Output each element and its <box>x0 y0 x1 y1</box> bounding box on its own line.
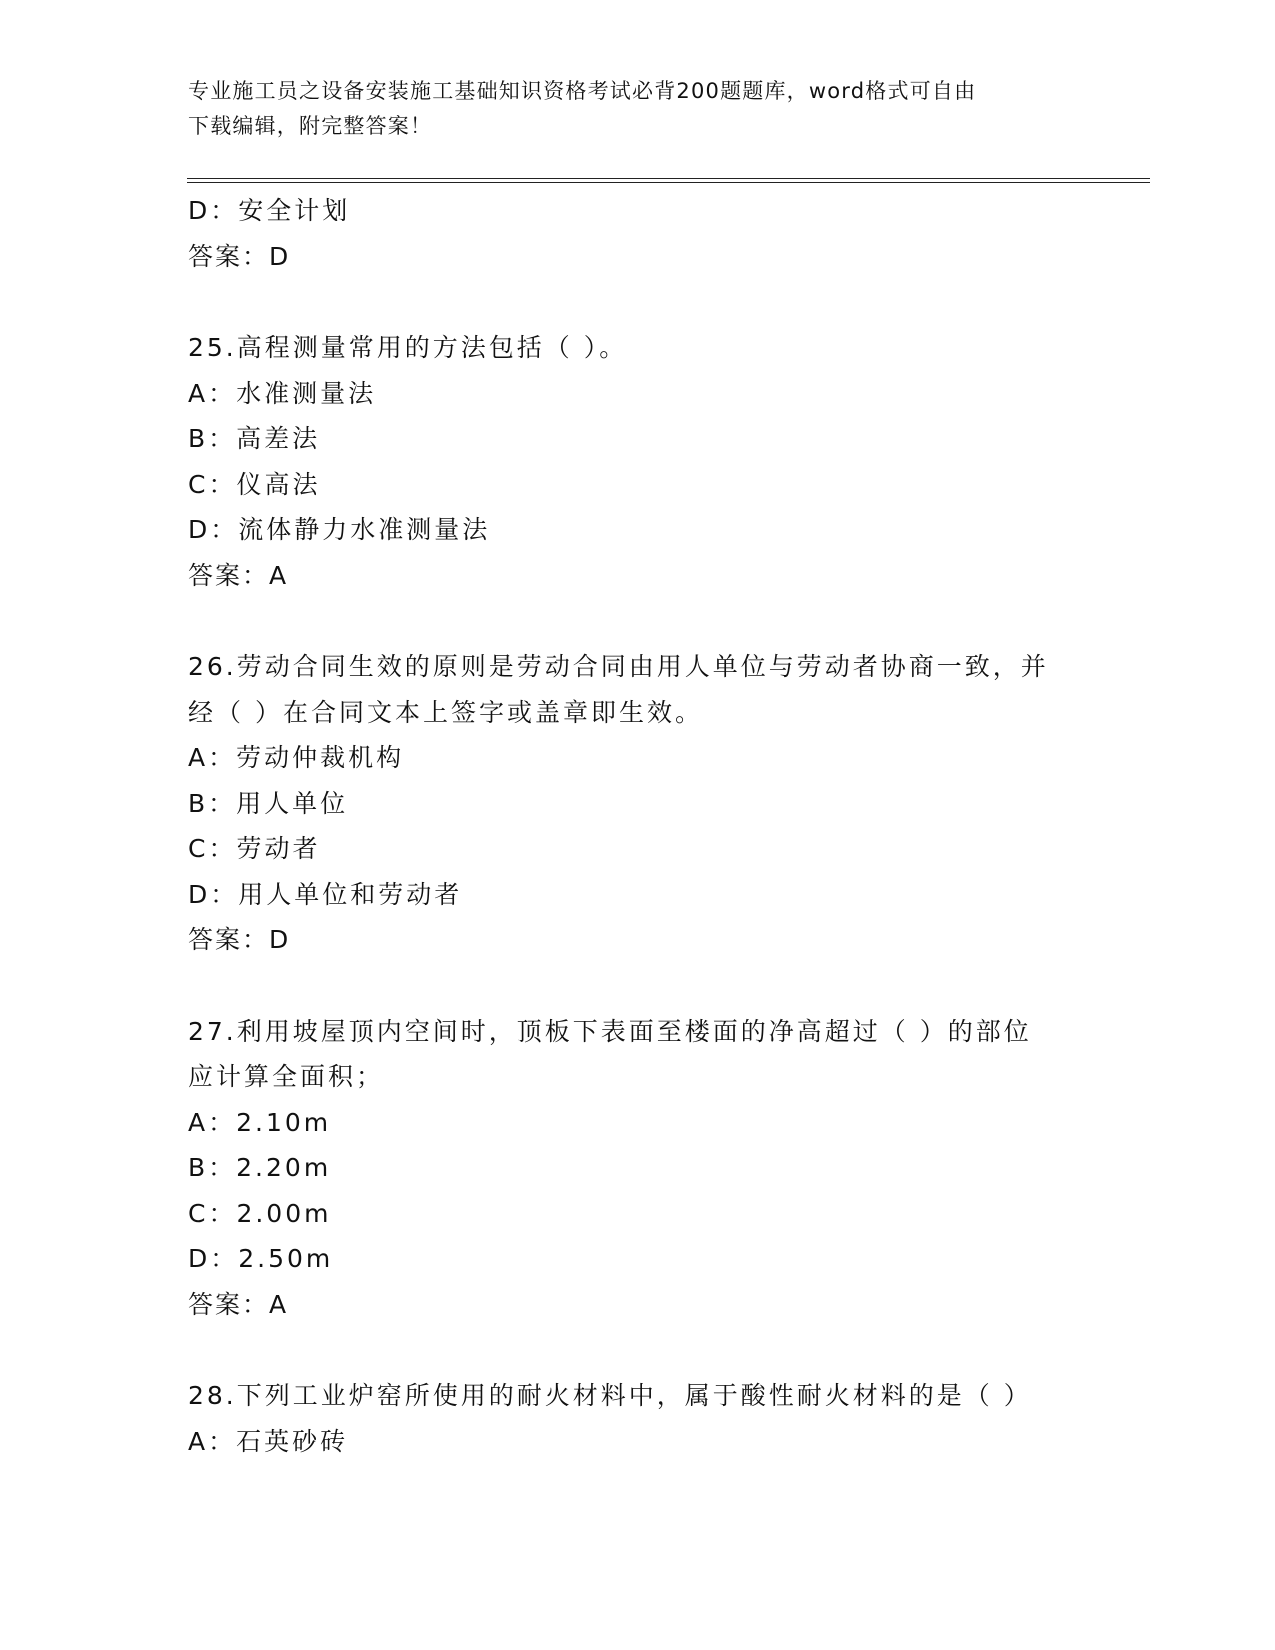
header-rule-bottom <box>187 182 1150 183</box>
option-d: D：2.50m <box>188 1244 334 1273</box>
answer-line: 答案：D <box>188 925 291 954</box>
header-rule-top <box>187 178 1150 179</box>
answer-line: 答案：D <box>188 241 291 271</box>
document-body <box>188 188 1088 1464</box>
question-26 <box>188 644 1088 963</box>
question-28 <box>188 1373 1088 1464</box>
previous-question-fragment <box>188 188 1088 279</box>
option-a: A：水准测量法 <box>188 378 377 408</box>
document-header <box>188 74 1088 144</box>
question-text: 27.利用坡屋顶内空间时，顶板下表面至楼面的净高超过（ ）的部位 <box>188 1016 1032 1046</box>
header-line-1: 专业施工员之设备安装施工基础知识资格考试必背200题题库，word格式可自由 <box>188 79 977 103</box>
answer-line: 答案：A <box>188 1289 289 1319</box>
question-text: 26.劳动合同生效的原则是劳动合同由用人单位与劳动者协商一致，并 <box>188 652 1049 681</box>
question-text: 25.高程测量常用的方法包括（ ）。 <box>188 333 628 362</box>
option-c: C：2.00m <box>188 1198 332 1228</box>
question-text-continued: 经（ ）在合同文本上签字或盖章即生效。 <box>188 697 703 727</box>
question-text-continued: 应计算全面积； <box>188 1062 385 1091</box>
option-c: C：劳动者 <box>188 834 321 863</box>
question-27 <box>188 1009 1088 1328</box>
option-b: B：用人单位 <box>188 788 349 818</box>
option-b: B：高差法 <box>188 424 321 453</box>
question-text: 28.下列工业炉窑所使用的耐火材料中，属于酸性耐火材料的是（ ） <box>188 1381 1032 1410</box>
option-a: A：石英砂砖 <box>188 1426 349 1456</box>
option-a: A：劳动仲裁机构 <box>188 743 405 772</box>
option-d: D：安全计划 <box>188 196 351 225</box>
header-line-2: 下载编辑，附完整答案！ <box>188 114 433 138</box>
answer-line: 答案：A <box>188 560 289 590</box>
option-c: C：仪高法 <box>188 469 321 499</box>
option-d: D：流体静力水准测量法 <box>188 515 491 544</box>
question-25 <box>188 325 1088 598</box>
option-d: D：用人单位和劳动者 <box>188 879 463 909</box>
option-b: B：2.20m <box>188 1153 332 1182</box>
option-a: A：2.10m <box>188 1107 332 1137</box>
